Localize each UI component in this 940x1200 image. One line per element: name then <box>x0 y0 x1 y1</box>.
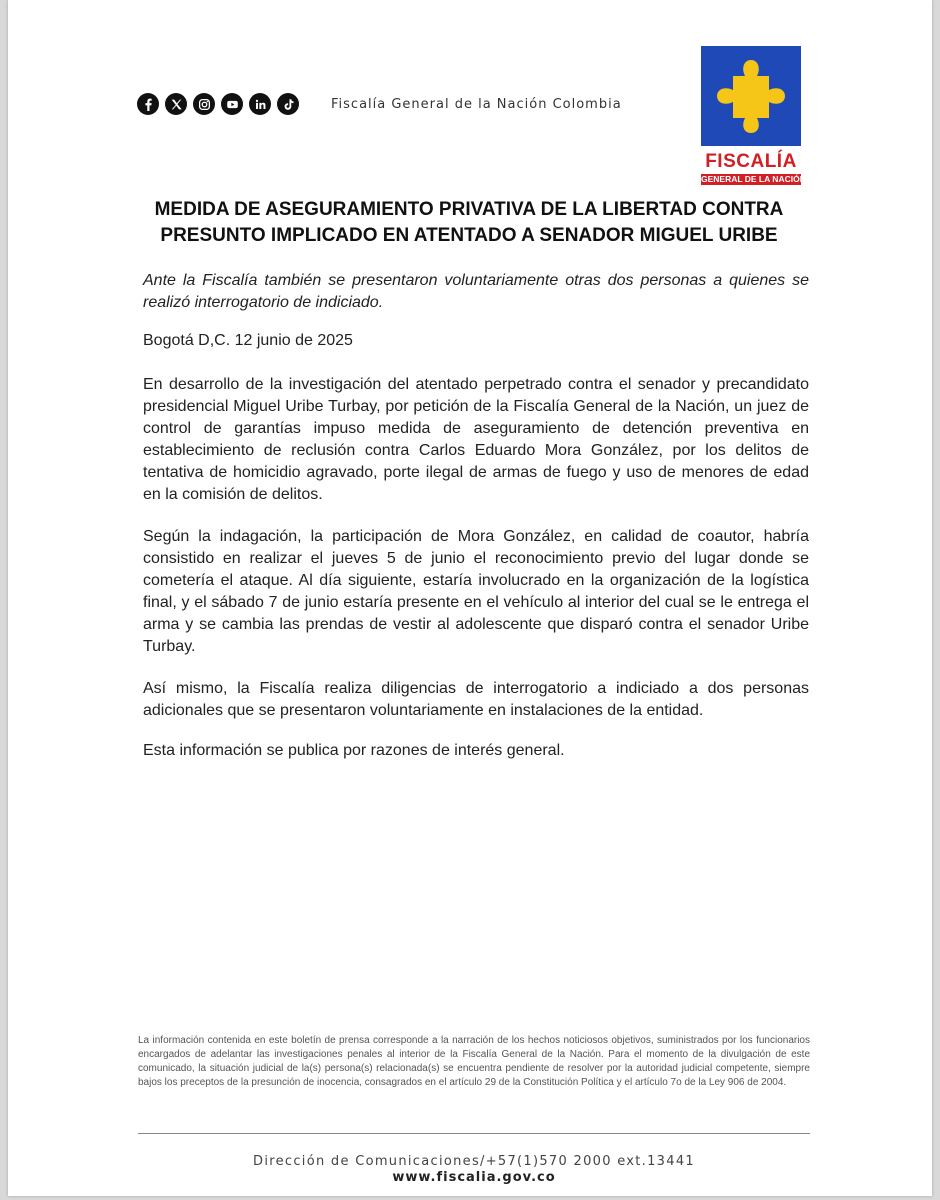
headline <box>134 197 804 249</box>
press-release-page <box>8 0 932 1196</box>
social-links <box>137 92 622 116</box>
puzzle-logo-icon <box>701 46 801 146</box>
body-paragraph: Según la indagación, la participación de Mora González, en calidad de coautor, habría consistido en realizar el jueves 5 de junio el reconocimiento previo del lugar donde se cometería el ataque. Al día siguiente, estaría involucrado en la organización de la logística final, y el sábado 7 de junio estaría presente en el vehículo al interior del cual se le entrega el arma y se cambia las prendas de vestir al adolescente que disparó contra el senador Uribe Turbay. <box>143 528 809 655</box>
instagram-icon[interactable] <box>193 93 215 115</box>
logo-subtitle: GENERAL DE LA NACIÓN <box>701 174 806 184</box>
lead-paragraph: Ante la Fiscalía también se presentaron voluntariamente otras dos personas a quienes se realizó interrogatorio de indiciado. <box>143 272 809 311</box>
contact-info: Dirección de Comunicaciones/+57(1)570 2000 ext.13441 <box>253 1154 695 1169</box>
dateline: Bogotá D,C. 12 junio de 2025 <box>143 332 353 349</box>
body-paragraph: Esta información se publica por razones de interés general. <box>143 742 565 759</box>
youtube-icon[interactable] <box>221 93 243 115</box>
linkedin-icon[interactable] <box>249 93 271 115</box>
logo-wordmark: FISCALÍA <box>705 151 797 172</box>
headline-line-2: PRESUNTO IMPLICADO EN ATENTADO A SENADOR MIGUEL URIBE <box>160 225 778 246</box>
fiscalia-logo <box>701 46 806 186</box>
body-paragraph: En desarrollo de la investigación del atentado perpetrado contra el senador y precandidato presidencial Miguel Uribe Turbay, por petición de la Fiscalía General de la Nación, un juez de control de garantías impuso medida de aseguramiento de detención preventiva en establecimiento de reclusión contra Carlos Eduardo Mora González, por los delitos de tentativa de homicidio agravado, porte ilegal de armas de fuego y uso de menores de edad en la comisión de delitos. <box>143 376 809 503</box>
website-link[interactable]: www.fiscalia.gov.co <box>392 1170 556 1185</box>
footer-divider <box>138 1133 810 1134</box>
organization-name: Fiscalía General de la Nación Colombia <box>331 96 622 112</box>
body-paragraph: Así mismo, la Fiscalía realiza diligencias de interrogatorio a indiciado a dos personas adicionales que se presentaron voluntariamente en instalaciones de la entidad. <box>143 680 809 719</box>
x-icon[interactable] <box>165 93 187 115</box>
headline-line-1: MEDIDA DE ASEGURAMIENTO PRIVATIVA DE LA LIBERTAD CONTRA <box>154 199 784 220</box>
tiktok-icon[interactable] <box>277 93 299 115</box>
legal-disclaimer: La información contenida en este boletín de prensa corresponde a la narración de los hechos noticiosos objetivos, suministrados por los funcionarios encargados de adelantar las investigaciones penales al interior de la Fiscalía General de la Nación. Para el momento de la divulgación de este comunicado, la situación judicial de la(s) persona(s) relacionada(s) se encuentra pendiente de resolver por la autoridad judicial competente, siempre bajos los preceptos de la presunción de inocencia, consagrados en el artículo 29 de la Constitución Política y el artículo 7o de la Ley 906 de 2004. <box>138 1035 810 1088</box>
facebook-icon[interactable] <box>137 93 159 115</box>
